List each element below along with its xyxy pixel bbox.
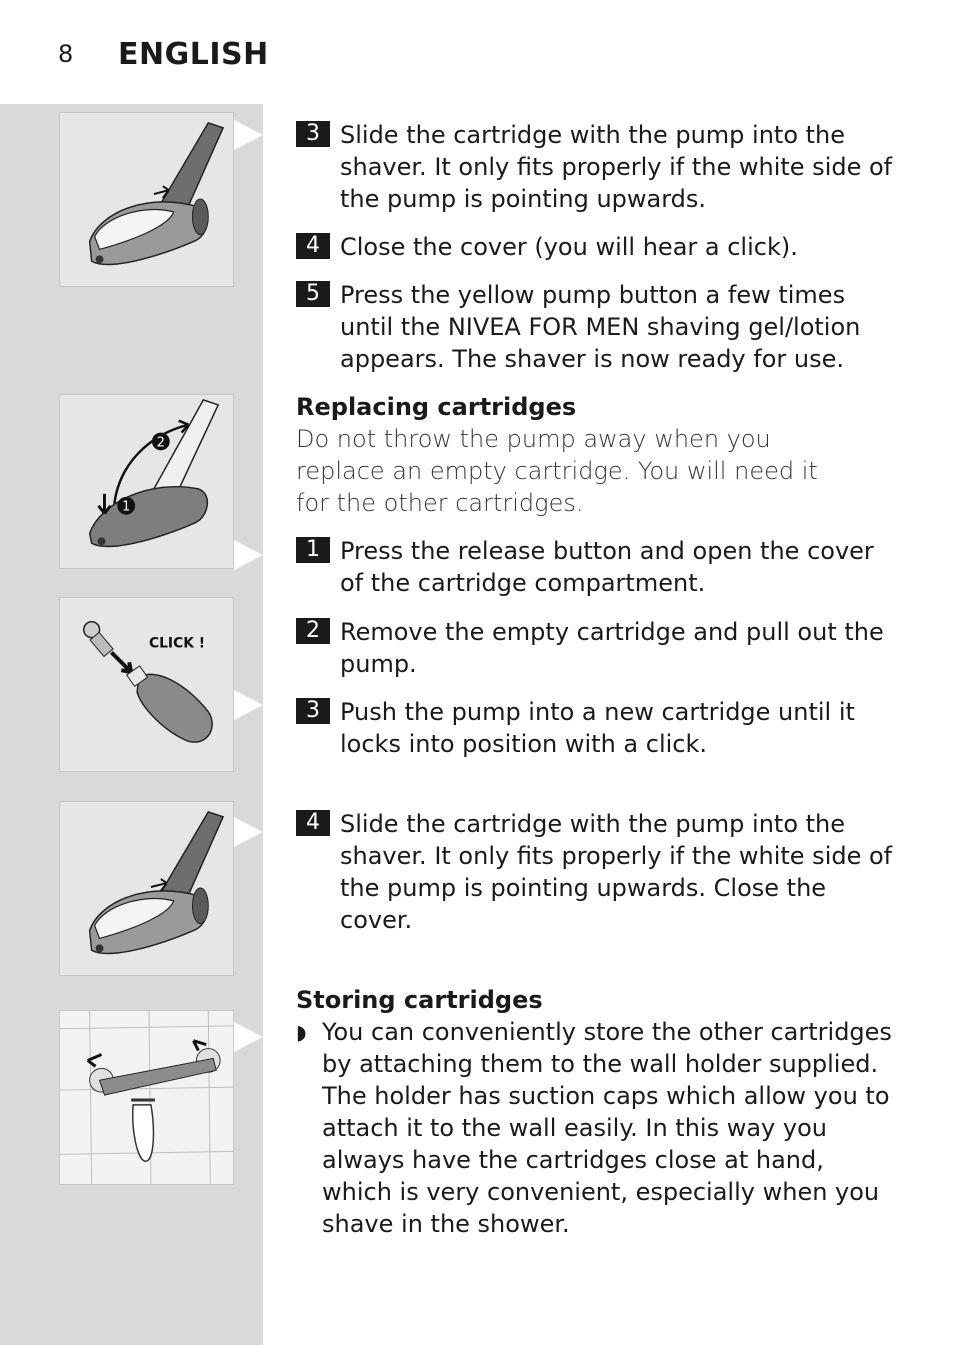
replacing-intro: Do not throw the pump away when you replace an empty cartridge. You will need it for the other cartridges. xyxy=(296,425,818,517)
bullet-icon: ◗ xyxy=(296,1020,307,1044)
step-text: Close the cover (you will hear a click). xyxy=(340,233,798,261)
click-label: CLICK ! xyxy=(148,635,206,652)
page-header xyxy=(58,36,269,72)
shaver-insert-illustration xyxy=(60,113,233,286)
install-step-5 xyxy=(296,279,896,375)
step-number-badge: 5 xyxy=(296,281,330,307)
callout-2: 2 xyxy=(156,435,165,451)
storing-heading: Storing cartridges xyxy=(296,986,543,1014)
figure-slide-cartridge xyxy=(59,801,234,976)
replacing-heading: Replacing cartridges xyxy=(296,393,577,421)
replace-step-4 xyxy=(296,808,896,936)
step-number-badge: 4 xyxy=(296,233,330,259)
language-title: ENGLISH xyxy=(118,36,269,72)
wall-holder-illustration xyxy=(60,1011,233,1184)
step-text: Slide the cartridge with the pump into the shaver. It only fits properly if the white side of the pump is pointing upwards. xyxy=(340,121,893,213)
step-text: Push the pump into a new cartridge until it locks into position with a click. xyxy=(340,698,855,758)
figure-pointer xyxy=(234,120,263,150)
figure-pointer xyxy=(234,817,263,847)
callout-1: 1 xyxy=(122,499,131,515)
step-text: Press the yellow pump button a few times until the NIVEA FOR MEN shaving gel/lotion appears. The shaver is now ready for use. xyxy=(340,281,861,373)
figure-open-cover xyxy=(59,394,234,569)
step-text: Remove the empty cartridge and pull out the pump. xyxy=(340,618,884,678)
install-step-4 xyxy=(296,231,896,263)
figure-wall-holder xyxy=(59,1010,234,1185)
pump-click-illustration xyxy=(60,598,233,771)
figure-insert-cartridge xyxy=(59,112,234,287)
replace-step-1 xyxy=(296,535,896,599)
step-number-badge: 3 xyxy=(296,121,330,147)
figure-pointer xyxy=(234,1022,263,1052)
figure-pointer xyxy=(234,540,263,570)
replace-step-2 xyxy=(296,616,896,680)
bullet-text: You can conveniently store the other cartridges by attaching them to the wall holder supplied. The holder has suction caps which allow you to attach it to the wall easily. In this way you always have the cartridges close at hand, which is very convenient, especially when you shave in the shower. xyxy=(322,1018,892,1238)
step-text: Press the release button and open the cover of the cartridge compartment. xyxy=(340,537,874,597)
step-number-badge: 4 xyxy=(296,810,330,836)
install-step-3 xyxy=(296,119,896,215)
step-number-badge: 2 xyxy=(296,618,330,644)
storing-bullet xyxy=(296,1016,896,1240)
step-text: Slide the cartridge with the pump into the shaver. It only fits properly if the white side of the pump is pointing upwards. Close the cover. xyxy=(340,810,893,934)
step-number-badge: 1 xyxy=(296,537,330,563)
shaver-open-cover-illustration xyxy=(60,395,233,568)
step-number-badge: 3 xyxy=(296,698,330,724)
figure-push-pump xyxy=(59,597,234,772)
replace-step-3 xyxy=(296,696,896,760)
shaver-slide-illustration xyxy=(60,802,233,975)
page-number: 8 xyxy=(58,40,74,68)
figure-pointer xyxy=(234,690,263,720)
